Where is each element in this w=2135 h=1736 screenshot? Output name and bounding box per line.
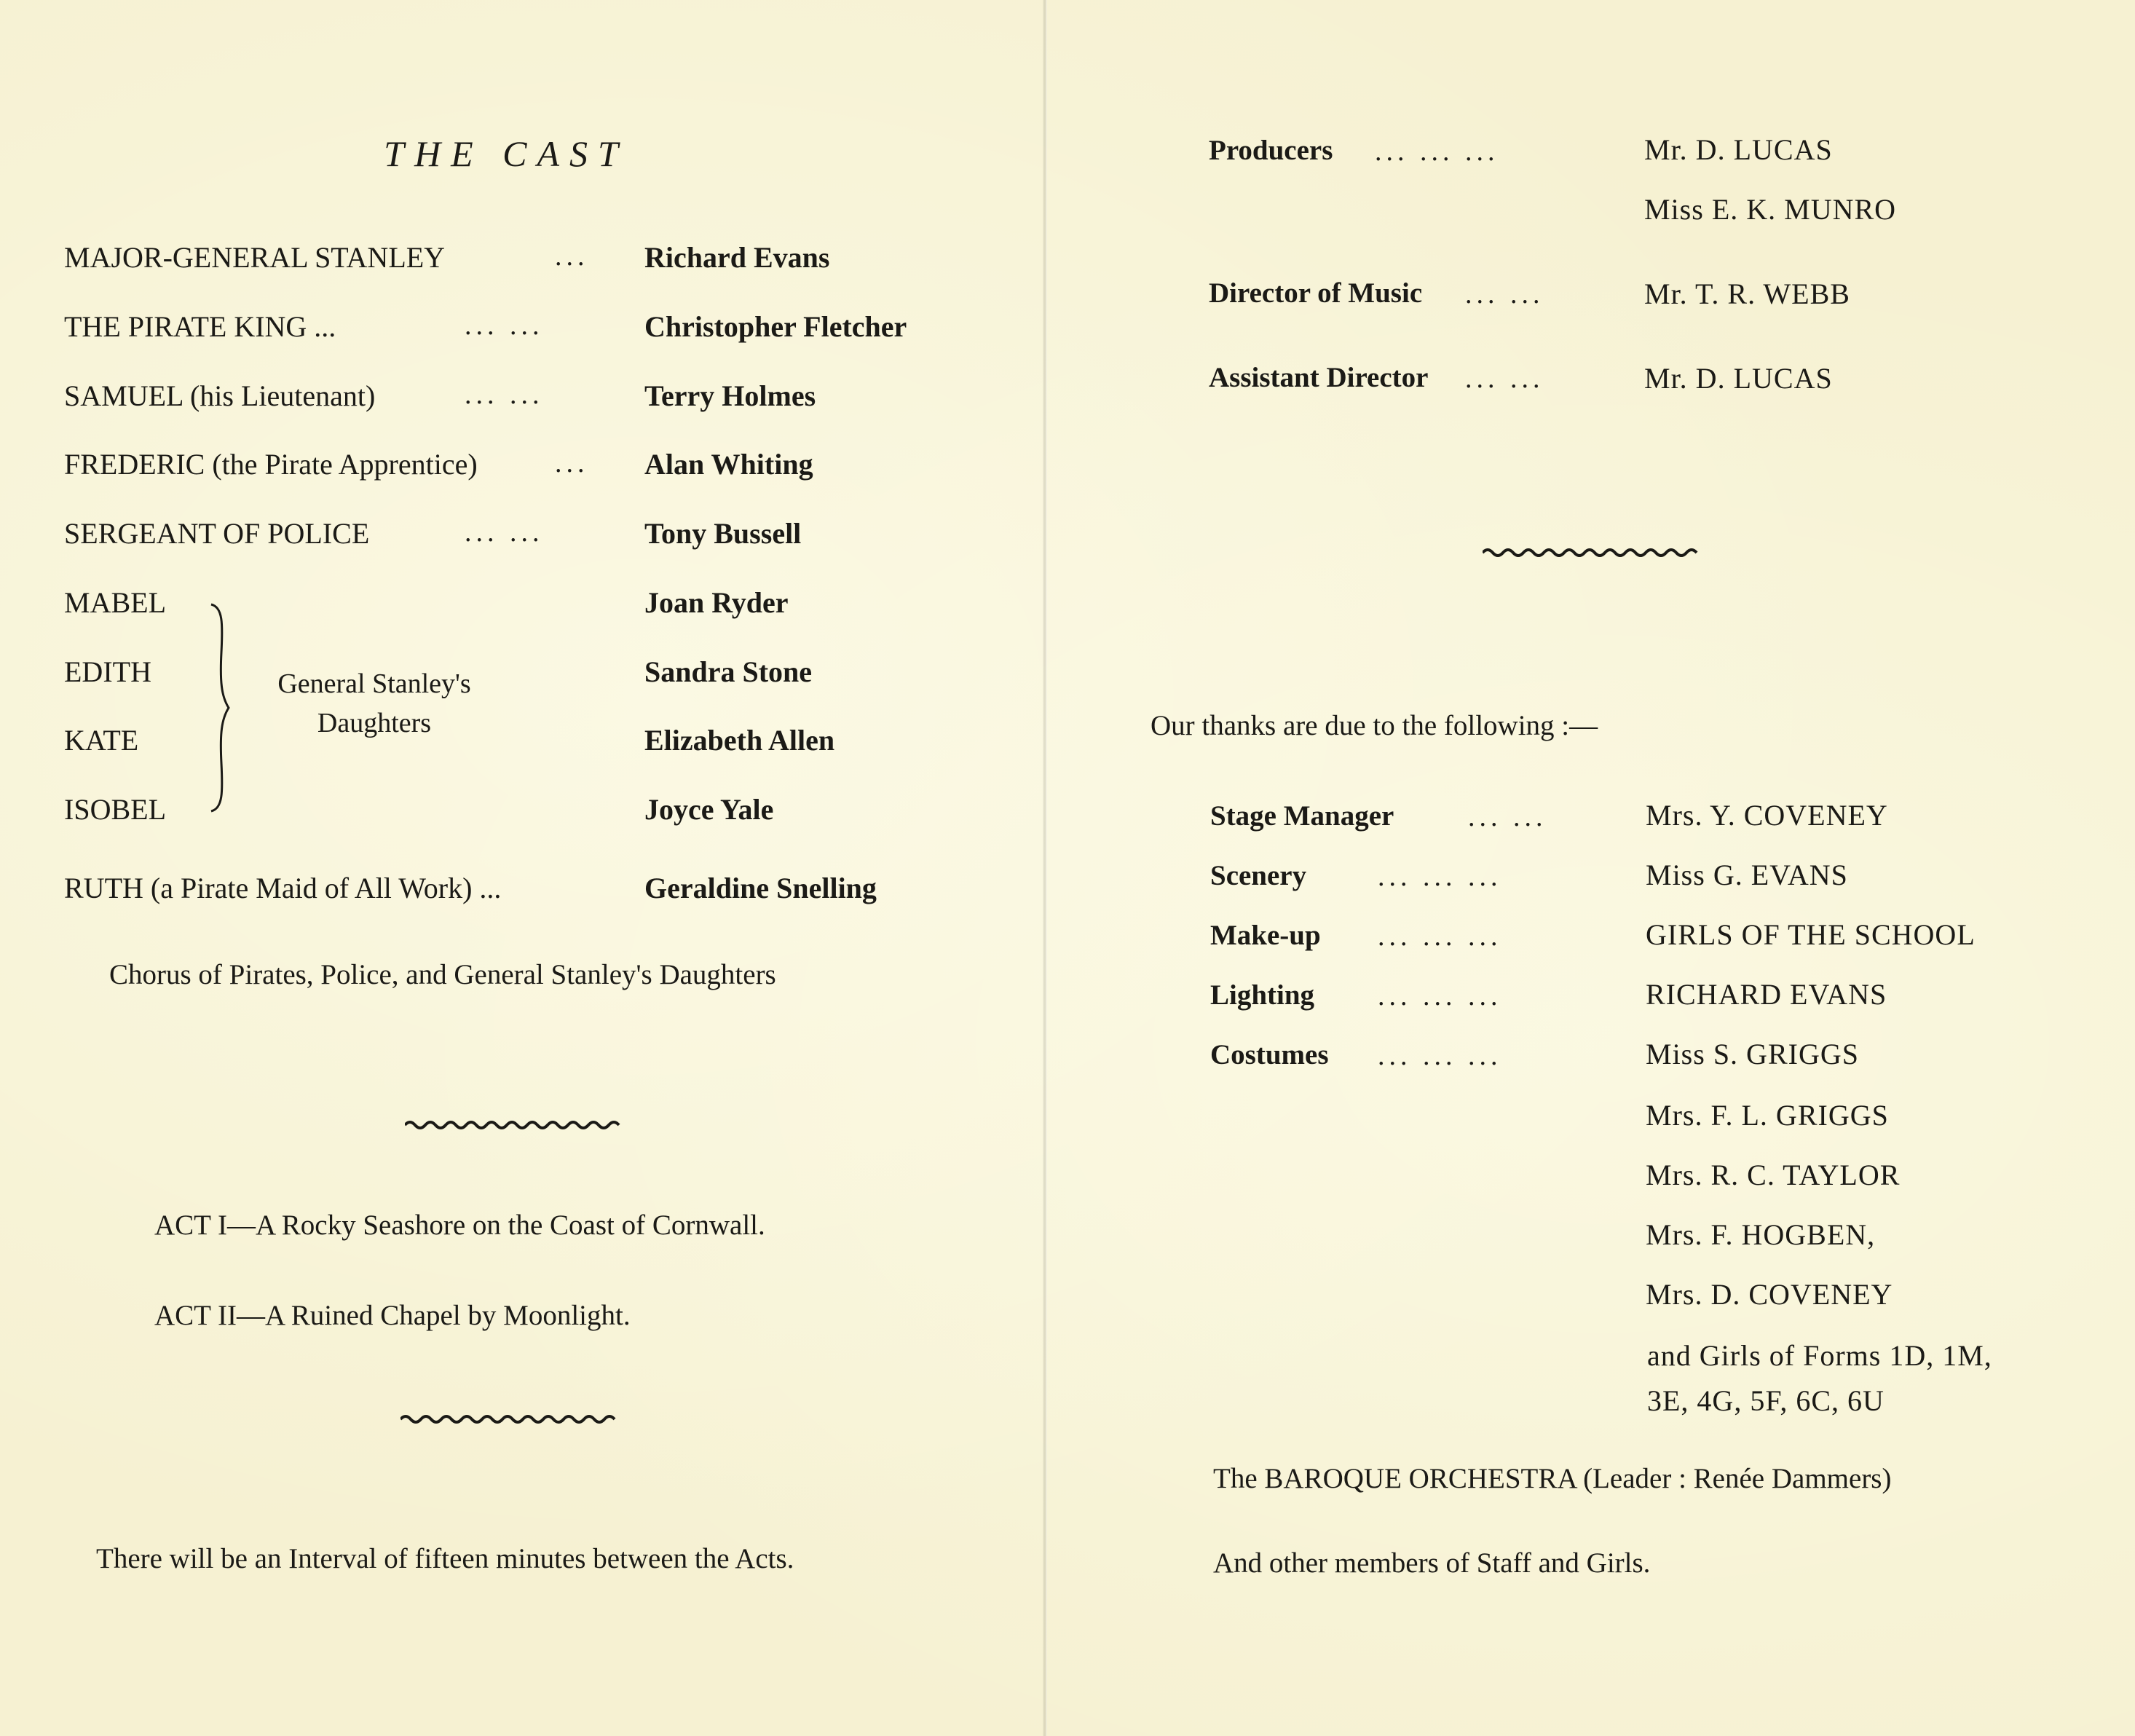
daughters-label-line: Daughters [317, 708, 432, 738]
cast-role: SAMUEL (his Lieutenant) [64, 379, 376, 412]
music-director-dots: ... ... [1465, 279, 1544, 309]
credit-label: Stage Manager [1210, 800, 1394, 832]
cast-dots: ... ... [465, 379, 544, 410]
act-two: ACT II—A Ruined Chapel by Moonlight. [154, 1300, 631, 1331]
cast-actor: Tony Bussell [644, 517, 802, 550]
cast-actor: Terry Holmes [644, 379, 816, 412]
cast-dots: ... ... [465, 517, 544, 548]
right-page [1047, 0, 2135, 1736]
cast-role: MABEL [64, 586, 166, 619]
daughters-label [258, 664, 491, 743]
cast-role: RUTH (a Pirate Maid of All Work) ... [64, 872, 502, 904]
cast-role: KATE [64, 724, 139, 757]
credit-value: GIRLS OF THE SCHOOL [1646, 918, 1976, 951]
cast-actor: Christopher Fletcher [644, 310, 907, 343]
cast-actor: Alan Whiting [644, 448, 813, 481]
producers-label: Producers [1209, 135, 1333, 166]
cast-role: MAJOR-GENERAL STANLEY [64, 241, 446, 274]
credit-dots: ... ... ... [1378, 1041, 1502, 1071]
credit-dots: ... ... ... [1378, 921, 1502, 952]
assistant-director-label: Assistant Director [1209, 362, 1429, 393]
cast-actor: Richard Evans [644, 241, 830, 274]
assistant-director-dots: ... ... [1465, 363, 1544, 394]
credit-dots: ... ... [1468, 802, 1547, 832]
credit-label: Lighting [1210, 979, 1315, 1011]
credit-dots: ... ... ... [1378, 861, 1502, 892]
costume-helper: Mrs. R. C. TAYLOR [1646, 1159, 1901, 1191]
cast-actor: Sandra Stone [644, 655, 813, 688]
music-director-name: Mr. T. R. WEBB [1644, 277, 1850, 310]
credit-label: Make-up [1210, 920, 1321, 951]
wavy-divider-icon [1483, 545, 1701, 561]
cast-role: THE PIRATE KING ... [64, 310, 336, 343]
cast-dots: ... [555, 448, 589, 478]
credit-label: Scenery [1210, 860, 1307, 891]
costume-helper: Mrs. F. HOGBEN, [1646, 1218, 1876, 1251]
chorus-line: Chorus of Pirates, Police, and General Stanley's Daughters [109, 959, 776, 990]
curly-brace-icon [207, 601, 236, 814]
producer-name: Miss E. K. MUNRO [1644, 193, 1897, 226]
cast-actor: Geraldine Snelling [644, 872, 877, 904]
forms-line: and Girls of Forms 1D, 1M, [1647, 1339, 1992, 1372]
daughters-label-line: General Stanley's [277, 668, 471, 699]
cast-actor: Joan Ryder [644, 586, 789, 619]
producer-name: Mr. D. LUCAS [1644, 133, 1833, 166]
cast-role: EDITH [64, 655, 151, 688]
costume-helper: Mrs. F. L. GRIGGS [1646, 1099, 1889, 1132]
cast-role: FREDERIC (the Pirate Apprentice) [64, 448, 478, 481]
cast-dots: ... [555, 241, 589, 272]
credit-value: Mrs. Y. COVENEY [1646, 799, 1888, 832]
forms-line: 3E, 4G, 5F, 6C, 6U [1647, 1384, 1885, 1417]
credit-label: Costumes [1210, 1039, 1329, 1070]
cast-dots: ... ... [465, 310, 544, 341]
act-one: ACT I—A Rocky Seashore on the Coast of Cornwall. [154, 1210, 765, 1241]
cast-role: SERGEANT OF POLICE [64, 517, 370, 550]
thanks-heading: Our thanks are due to the following :— [1151, 710, 1598, 741]
interval-note: There will be an Interval of fifteen minutes between the Acts. [96, 1543, 794, 1574]
left-page [0, 0, 1043, 1736]
music-director-label: Director of Music [1209, 277, 1423, 309]
orchestra-line: The BAROQUE ORCHESTRA (Leader : Renée Dammers) [1213, 1463, 1892, 1494]
credit-value: RICHARD EVANS [1646, 978, 1887, 1011]
cast-role: ISOBEL [64, 793, 166, 826]
costume-helper: Mrs. D. COVENEY [1646, 1278, 1893, 1311]
cast-actor: Elizabeth Allen [644, 724, 835, 757]
producers-dots: ... ... ... [1375, 136, 1499, 167]
credit-value: Miss G. EVANS [1646, 859, 1848, 891]
cast-title: THE CAST [384, 133, 628, 174]
wavy-divider-icon [405, 1117, 623, 1133]
credit-dots: ... ... ... [1378, 981, 1502, 1011]
wavy-divider-icon [400, 1411, 619, 1427]
credit-value: Miss S. GRIGGS [1646, 1038, 1859, 1070]
cast-actor: Joyce Yale [644, 793, 774, 826]
others-line: And other members of Staff and Girls. [1213, 1547, 1651, 1579]
assistant-director-name: Mr. D. LUCAS [1644, 362, 1833, 395]
